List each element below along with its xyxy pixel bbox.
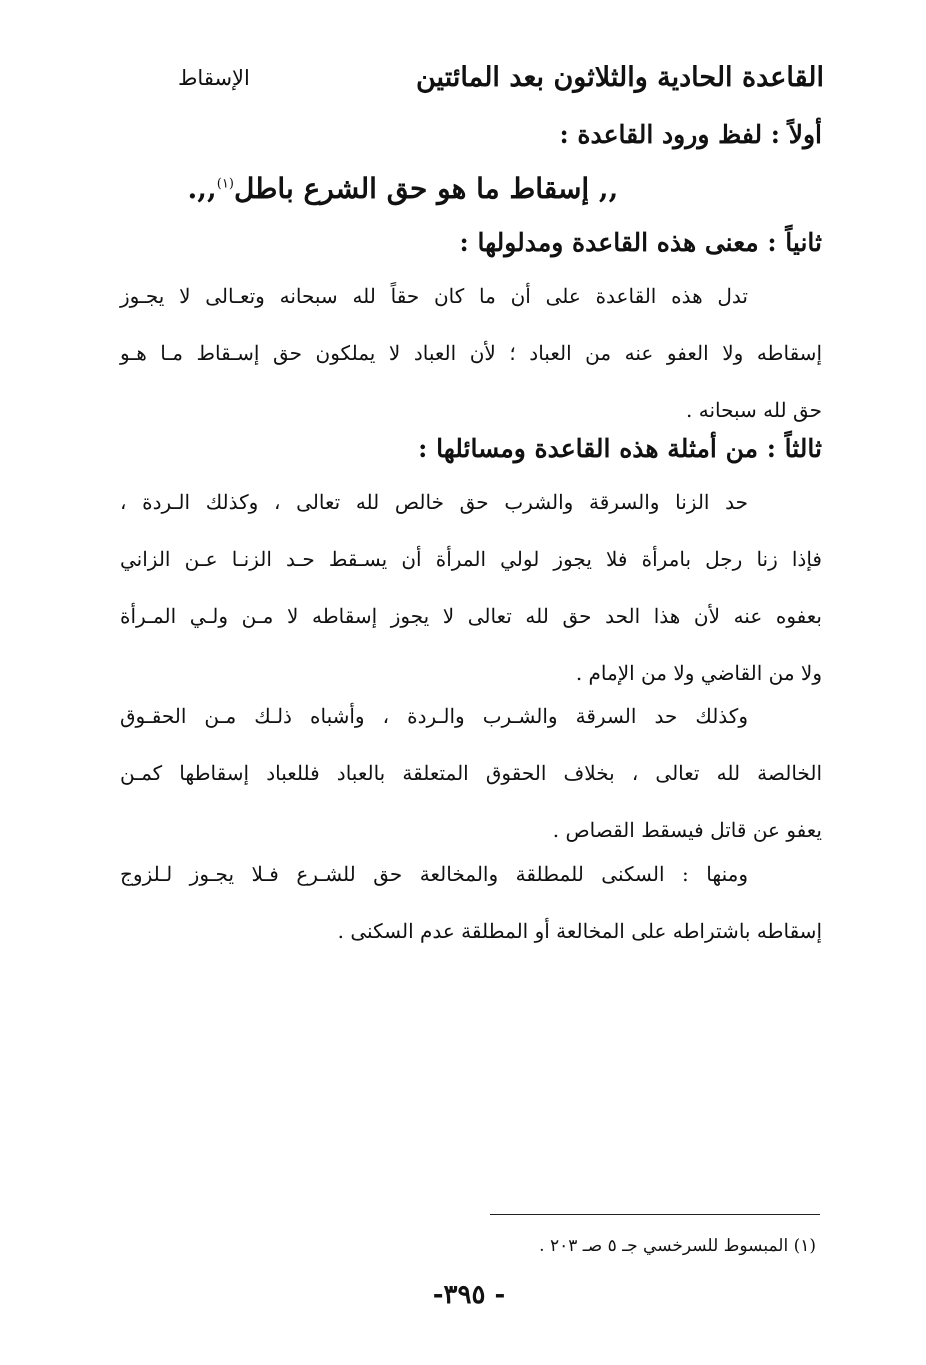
paragraph-example-2 bbox=[120, 688, 822, 859]
paragraph-line: يعفو عن قاتل فيسقط القصاص . bbox=[552, 818, 822, 842]
footnote-divider bbox=[490, 1214, 820, 1215]
page-header bbox=[120, 62, 824, 106]
paragraph-line: وكذلك حد السرقة والشـرب والـردة ، وأشباه ذلـك مـن الحقـوق bbox=[120, 704, 748, 728]
rule-text: ,, إسقاط ما هو حق الشرع باطل bbox=[233, 172, 619, 205]
paragraph-line: إسقاطه ولا العفو عنه من العباد ؛ لأن العباد لا يملكون حق إسـقاط مـا هـو bbox=[120, 341, 822, 365]
paragraph-example-3 bbox=[120, 846, 822, 960]
paragraph-line: حق لله سبحانه . bbox=[686, 398, 822, 422]
paragraph-line: إسقاطه باشتراطه على المخالعة أو المطلقة عدم السكنى . bbox=[337, 919, 822, 943]
paragraph-meaning bbox=[120, 268, 822, 439]
paragraph-line: فإذا زنا رجل بامرأة فلا يجوز لولي المرأة أن يسـقط حـد الزنـا عـن الزاني bbox=[120, 547, 822, 571]
paragraph-line: حد الزنا والسرقة والشرب حق خالص لله تعالى ، وكذلك الـردة ، bbox=[120, 490, 748, 514]
paragraph-line: بعفوه عنه لأن هذا الحد حق لله تعالى لا يجوز إسقاطه لا مـن ولـي المـرأة bbox=[120, 604, 822, 628]
section-heading-third: ثالثاً : من أمثلة هذه القاعدة ومسائلها : bbox=[418, 434, 822, 463]
paragraph-line: ولا من القاضي ولا من الإمام . bbox=[575, 661, 822, 685]
rule-statement bbox=[104, 172, 822, 205]
paragraph-line: ومنها : السكنى للمطلقة والمخالعة حق للشـرع فـلا يجـوز لـلزوج bbox=[120, 862, 748, 886]
paragraph-example-1 bbox=[120, 474, 822, 702]
paragraph-line: تدل هذه القاعدة على أن ما كان حقاً لله سبحانه وتعـالى لا يجـوز bbox=[120, 284, 748, 308]
footnote: (١) المبسوط للسرخسي جـ ٥ صـ ٢٠٣ . bbox=[539, 1236, 816, 1256]
page-number: - ٣٩٥- bbox=[432, 1280, 506, 1310]
section-heading-second: ثانياً : معنى هذه القاعدة ومدلولها : bbox=[459, 228, 822, 257]
running-head: الإسقاط bbox=[178, 66, 250, 90]
chapter-title: القاعدة الحادية والثلاثون بعد المائتين bbox=[416, 62, 824, 93]
footnote-ref: (١) bbox=[216, 176, 234, 192]
section-heading-first: أولاً : لفظ ورود القاعدة : bbox=[559, 120, 822, 149]
paragraph-line: الخالصة لله تعالى ، بخلاف الحقوق المتعلقة بالعباد فللعباد إسقاطها كمـن bbox=[120, 761, 822, 785]
rule-text-close: ,,. bbox=[187, 172, 217, 205]
